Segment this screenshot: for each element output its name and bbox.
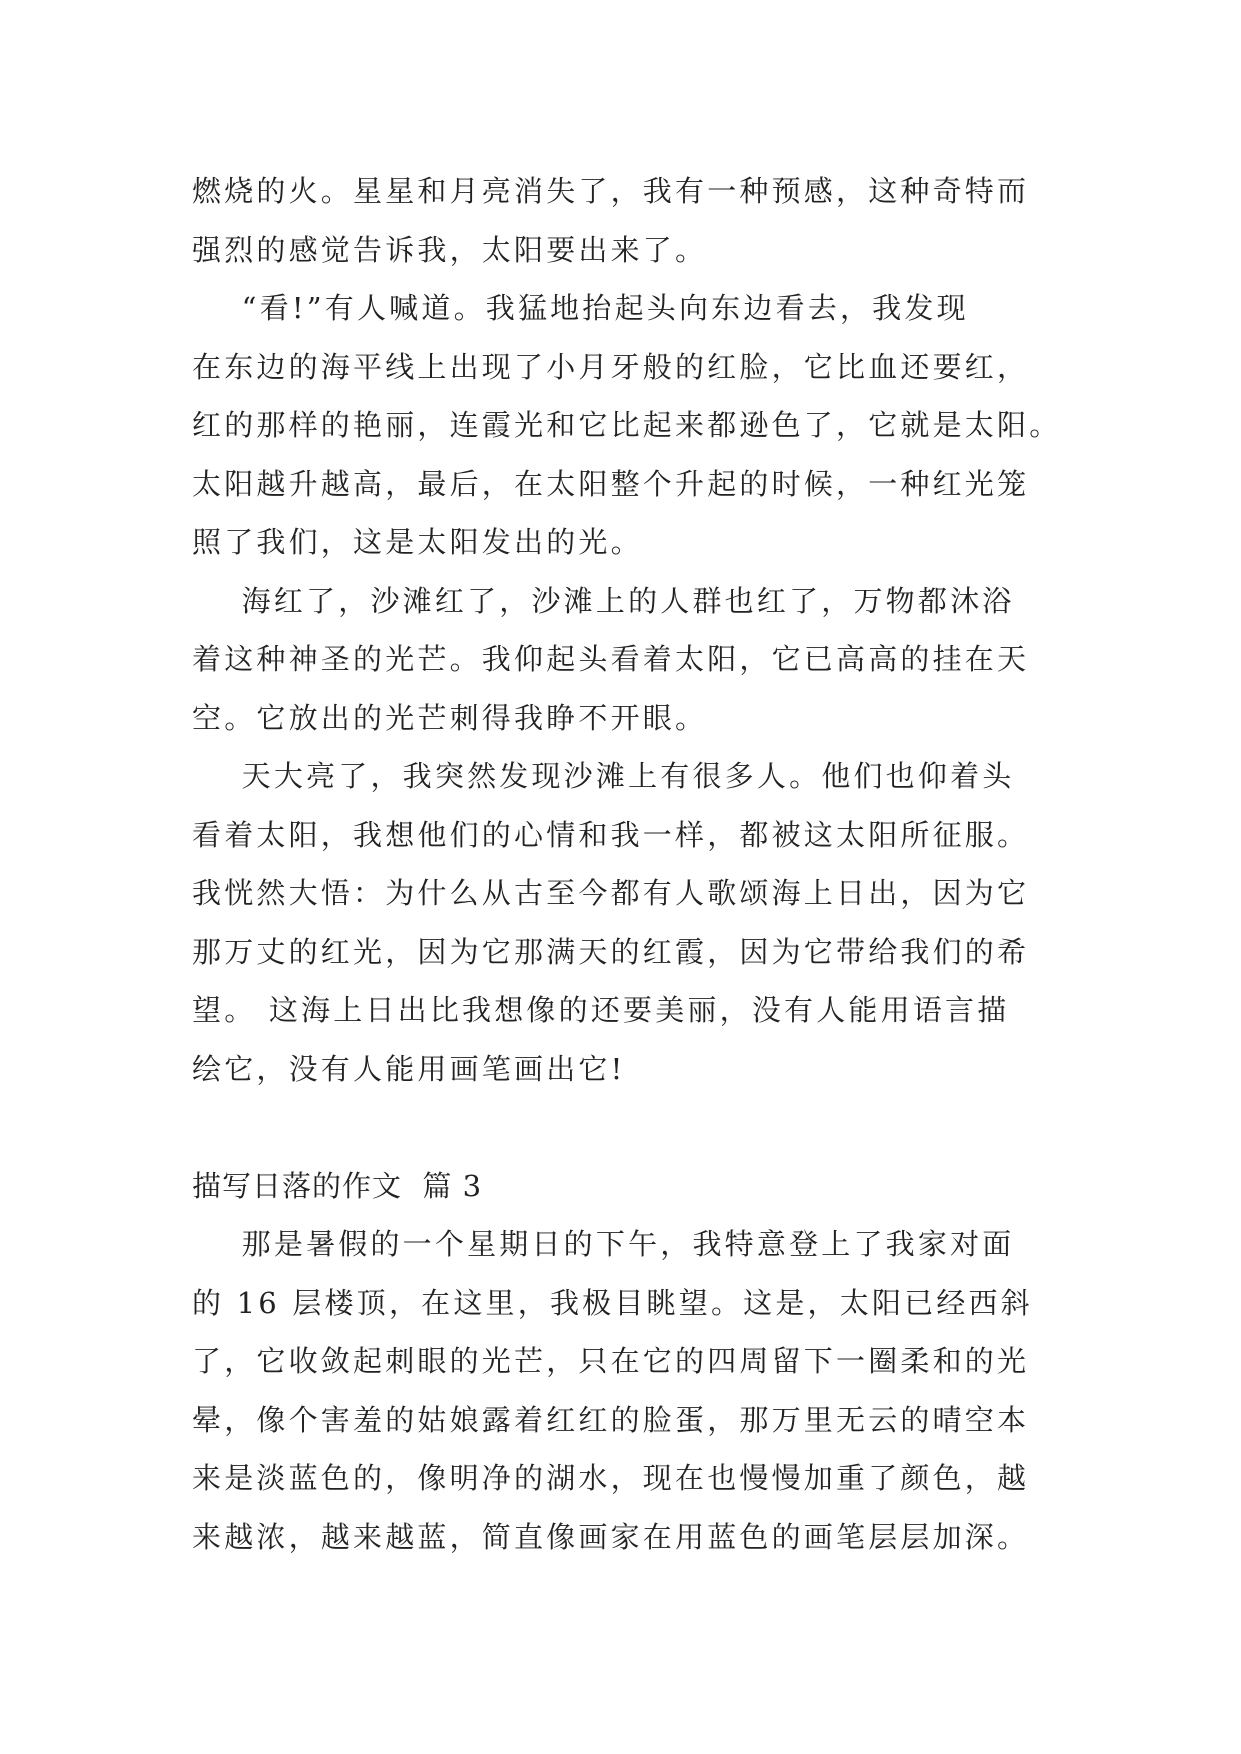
text-line: “看!”有人喊道。我猛地抬起头向东边看去，我发现 (192, 291, 969, 325)
text-line: 在东边的海平线上出现了小月牙般的红脸，它比血还要红， (192, 349, 1030, 384)
text-line: 那是暑假的一个星期日的下午，我特意登上了我家对面 (192, 1227, 1015, 1261)
text-line: 望。 这海上日出比我想像的还要美丽，没有人能用语言描 (192, 993, 1010, 1027)
text-line: 强烈的感觉告诉我，太阳要出来了。 (192, 232, 708, 267)
text-line: 晕，像个害羞的姑娘露着红红的脸蛋，那万里无云的晴空本 (192, 1402, 1030, 1437)
text-line: 红的那样的艳丽，连霞光和它比起来都逊色了，它就是太阳。 (192, 408, 1062, 442)
text-line: 绘它，没有人能用画笔画出它! (192, 1051, 626, 1086)
document-body (192, 162, 1060, 1566)
text-line: 了，它收敛起刺眼的光芒，只在它的四周留下一圈柔和的光 (192, 1344, 1030, 1378)
text-line: 那万丈的红光，因为它那满天的红霞，因为它带给我们的希 (192, 934, 1030, 969)
text-line: 着这种神圣的光芒。我仰起头看着太阳，它已高高的挂在天 (192, 642, 1030, 676)
text-line: 看着太阳，我想他们的心情和我一样，都被这太阳所征服。 (192, 817, 1030, 852)
text-line: 来是淡蓝色的，像明净的湖水，现在也慢慢加重了颜色，越 (192, 1461, 1030, 1495)
section-spacer (192, 1098, 1060, 1157)
text-line: 海红了，沙滩红了，沙滩上的人群也红了，万物都沐浴 (192, 583, 1015, 618)
text-line: 天大亮了，我突然发现沙滩上有很多人。他们也仰着头 (192, 759, 1015, 793)
text-line: 我恍然大悟：为什么从古至今都有人歌颂海上日出，因为它 (192, 876, 1030, 910)
section-heading: 描写日落的作文 篇 3 (192, 1168, 483, 1203)
text-line: 来越浓，越来越蓝，简直像画家在用蓝色的画笔层层加深。 (192, 1519, 1030, 1554)
text-line: 照了我们，这是太阳发出的光。 (192, 525, 643, 559)
text-line: 太阳越升越高，最后，在太阳整个升起的时候，一种红光笼 (192, 466, 1030, 501)
text-line: 燃烧的火。星星和月亮消失了，我有一种预感，这种奇特而 (192, 174, 1030, 208)
text-line: 空。它放出的光芒刺得我睁不开眼。 (192, 700, 708, 735)
text-line: 的 16 层楼顶，在这里，我极目眺望。这是，太阳已经西斜 (192, 1285, 1033, 1320)
